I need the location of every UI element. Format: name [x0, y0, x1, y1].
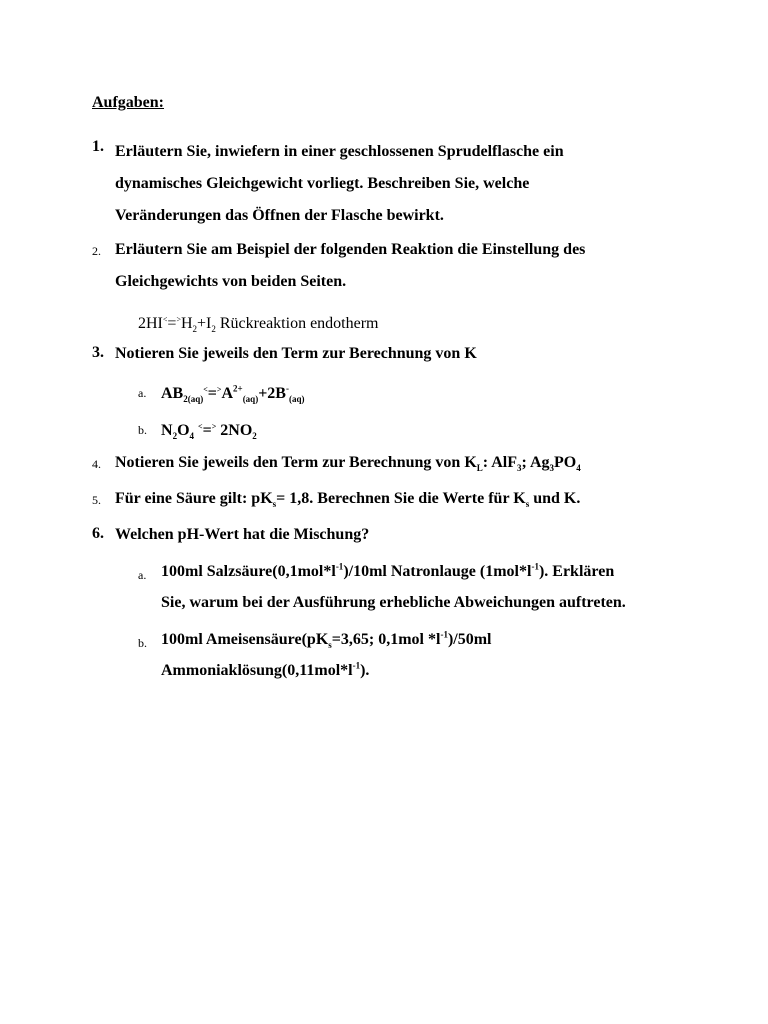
task-text: Erläutern Sie, inwiefern in einer geschlossenen Sprudelflasche ein dynamisches Gleichgewicht vorliegt. Beschreiben Sie, welche Veränderungen das Öffnen der Flasche bewirkt. [115, 143, 564, 224]
task-number: 2. [92, 244, 101, 258]
task-number: 4. [92, 457, 101, 471]
task-number: 1. [92, 138, 104, 155]
document-page: Aufgaben: 1. Erläutern Sie, inwiefern in einer geschlossenen Sprudelflasche ein dynamisches Gleichgewicht vorliegt. Beschreiben Sie, welche Veränderungen das Öffnen der Flasche bewirkt. 2. Erläutern Sie am Beispiel der folgenden Reaktion die Einstellung des Gleichgewichts von beiden Seiten. $2HI^<=^>H_2+I_2$ Rückreaktion endotherm 3. Notieren Sie jeweils den Term zur Berechnung von K a. $AB_{2(aq)}^<=^>A^{2+}_{(aq)}+2B^-_{(aq)}$ b. $N_2O_4$ <=> $2NO_2$ 4. Notieren Sie jeweils den Term zur Berechnung von $K_L$: AlF$_3$; $Ag_3PO_4$ 5. Für eine Säure gilt: $pK_s= 1,8$. Berechnen Sie die Werte für $K_s$ und K. 6. Welchen pH-Wert hat die Mischung? a. 100ml $Salzsäure(0,1mol*l^{-1})/10ml$ Natronlauge $(1mol*l^{-1})$. Erklären Sie, warum bei der Ausführung erhebliche Abweichungen auftreten. b. 100ml $Ameisensäure(pK_s=3,65$; 0,1mol $*l^{-1})/50ml$ $Ammoniaklösung(0,11mol*l^{-1})$. [0, 0, 768, 1024]
task-text: Notieren Sie jeweils den Term zur Berechnung von $K_L$: AlF$_3$; $Ag_3PO_4$ [115, 454, 581, 474]
task-number: 6. [92, 525, 104, 542]
task-number: 3. [92, 344, 104, 361]
reaction-equation: $2HI^<=^>H_2+I_2$ Rückreaktion endotherm [138, 315, 379, 335]
task-text: Welchen pH-Wert hat die Mischung? [115, 526, 370, 543]
task-text: Notieren Sie jeweils den Term zur Berechnung von K [115, 345, 477, 362]
page-heading: Aufgaben: [92, 94, 165, 111]
task-text: Für eine Säure gilt: $pK_s= 1,8$. Berechnen Sie die Werte für $K_s$ und K. [115, 490, 581, 510]
task-text: Erläutern Sie am Beispiel der folgenden Reaktion die Einstellung des Gleichgewichts von beiden Seiten. [115, 241, 586, 290]
task-number: 5. [92, 493, 101, 507]
